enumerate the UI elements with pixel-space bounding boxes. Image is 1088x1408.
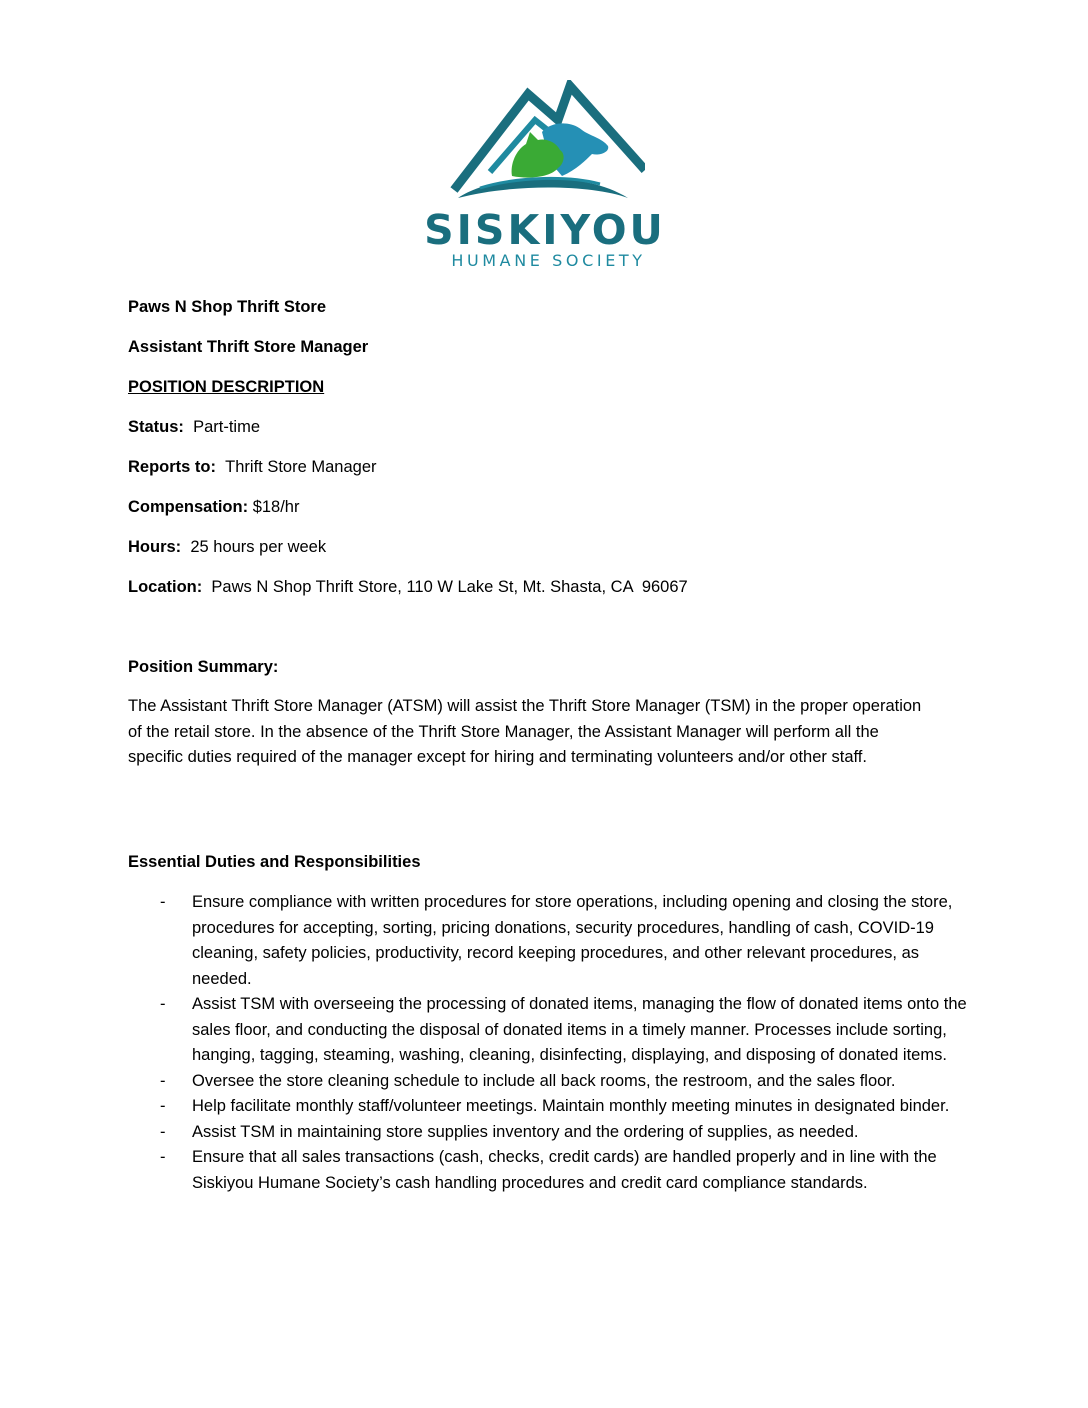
- list-item: [128, 890, 968, 992]
- mountain-pet-emblem-icon: [450, 80, 645, 205]
- field-status: [128, 417, 260, 437]
- field-compensation: [128, 497, 299, 517]
- duty-text: Assist TSM with overseeing the processing of donated items, managing the flow of donated items onto the sales floor, and conducting the disposal of donated items in a timely manner. Processes include sorting, hanging, tagging, steaming, washing, cleaning, disinfecting, displaying, and disposing of donated items.: [192, 995, 967, 1064]
- duty-text: Oversee the store cleaning schedule to include all back rooms, the restroom, and the sales floor.: [192, 1071, 896, 1090]
- org-line: Paws N Shop Thrift Store: [128, 298, 327, 316]
- duty-text: Ensure compliance with written procedures for store operations, including opening and closing the store, procedures for accepting, sorting, pricing donations, security procedures, handling of cash, COVID-19 cleaning, safety policies, productivity, record keeping procedures, and other relevant procedures, as needed.: [192, 893, 953, 988]
- bullet-dash: -: [160, 1122, 166, 1141]
- duties-heading: Essential Duties and Responsibilities: [128, 853, 421, 871]
- field-label: Status:: [128, 418, 184, 436]
- logo-subtitle: HUMANE SOCIETY: [451, 251, 646, 270]
- bullet-dash: -: [160, 1071, 166, 1090]
- field-label: Compensation:: [128, 498, 249, 516]
- bullet-dash: -: [160, 1097, 166, 1115]
- field-label: Location:: [128, 578, 203, 596]
- field-value: $18/hr: [252, 498, 300, 516]
- list-item: [128, 1094, 968, 1120]
- duty-text: Ensure that all sales transactions (cash, checks, credit cards) are handled properly and in line with the Siskiyou Humane Society’s cash handling procedures and credit card compliance standards.: [192, 1148, 937, 1192]
- field-value: Paws N Shop Thrift Store, 110 W Lake St, Mt. Shasta, CA 96067: [211, 578, 688, 596]
- job-title: Assistant Thrift Store Manager: [128, 338, 369, 356]
- summary-paragraph: The Assistant Thrift Store Manager (ATSM) will assist the Thrift Store Manager (TSM) in the proper operation of the retail store. In the absence of the Thrift Store Manager, the Assistant Manager will perform all the specific duties required of the manager except for hiring and terminating volunteers and/or other staff.: [128, 697, 922, 766]
- duty-text: Assist TSM in maintaining store supplies inventory and the ordering of supplies, as needed.: [192, 1122, 859, 1141]
- list-item: [128, 992, 968, 1069]
- summary-heading: Position Summary:: [128, 658, 279, 676]
- duty-text: Help facilitate monthly staff/volunteer meetings. Maintain monthly meeting minutes in designated binder.: [192, 1097, 950, 1115]
- field-label: Reports to:: [128, 458, 216, 476]
- field-hours: [128, 537, 326, 557]
- list-item: [128, 1120, 968, 1146]
- logo-wordmark: SISKIYOU: [424, 206, 666, 254]
- list-item: [128, 1069, 968, 1095]
- field-location: [128, 577, 688, 597]
- field-label: Hours:: [128, 538, 182, 556]
- field-value: Thrift Store Manager: [225, 458, 377, 476]
- bullet-dash: -: [160, 995, 166, 1013]
- bullet-dash: -: [160, 893, 166, 911]
- field-value: Part-time: [193, 418, 261, 436]
- duties-list: [128, 890, 968, 1196]
- field-value: 25 hours per week: [190, 538, 327, 556]
- bullet-dash: -: [160, 1148, 166, 1166]
- siskiyou-humane-society-logo: [420, 80, 670, 275]
- list-item: [128, 1145, 968, 1196]
- section-heading: POSITION DESCRIPTION: [128, 378, 325, 396]
- field-reports-to: [128, 457, 376, 477]
